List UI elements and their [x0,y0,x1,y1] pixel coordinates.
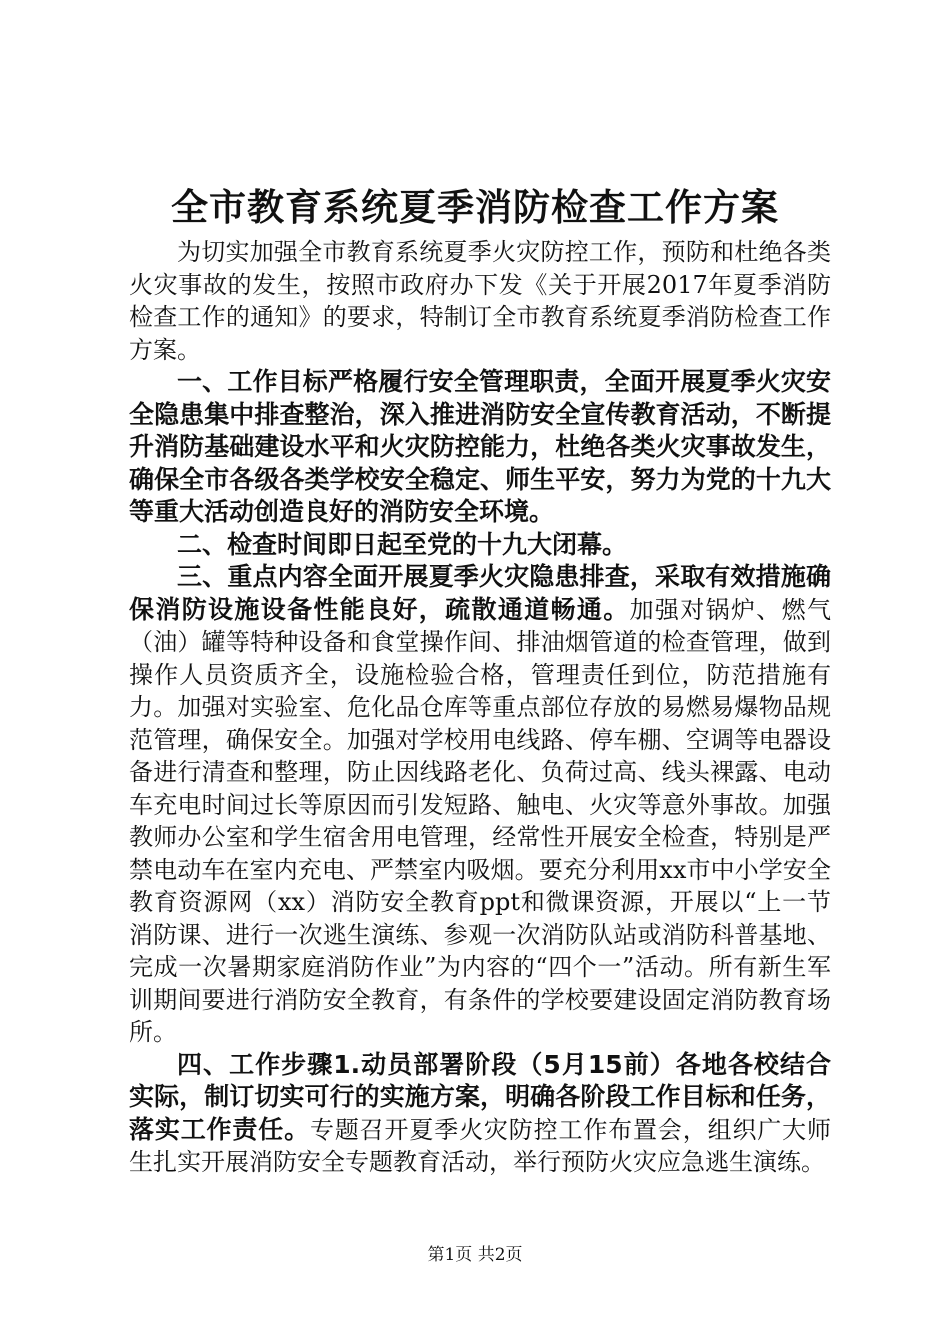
paragraph-section-time [129,529,831,562]
section-goals-heading: 一、工作目标严格履行安全管理职责，全面开展夏季火灾安全隐患集中排查整治，深入推进消防安全宣传教育活动，不断提升消防基础建设水平和火灾防控能力，杜绝各类火灾事故发生，确保全市各级各类学校安全稳定、师生平安，努力为党的十九大等重大活动创造良好的消防安全环境。 [129,367,831,526]
paragraph-section-steps [129,1049,831,1179]
section-steps-text: 专题召开夏季火灾防控工作布置会，组织广大师生扎实开展消防安全专题教育活动，举行预防火灾应急逃生演练。 [129,1115,831,1176]
section-content-heading: 三、重点内容全面开展夏季火灾隐患排查，采取有效措施确保消防设施设备性能良好，疏散通道畅通。 [129,562,831,624]
paragraph-section-goals [129,366,831,529]
section-steps-heading: 四、工作步骤1.动员部署阶段（5月15前）各地各校结合实际，制订切实可行的实施方案，明确各阶段工作目标和任务，落实工作责任。 [129,1049,831,1144]
document-body [129,236,831,1179]
section-time-heading: 二、检查时间即日起至党的十九大闭幕。 [177,529,628,559]
document-title: 全市教育系统夏季消防检查工作方案 [171,186,779,229]
paragraph-intro [129,236,831,366]
paragraph-intro-text: 为切实加强全市教育系统夏季火灾防控工作，预防和杜绝各类火灾事故的发生，按照市政府办下发《关于开展2017年夏季消防检查工作的通知》的要求，特制订全市教育系统夏季消防检查工作方案。 [129,238,831,364]
page-footer: 第1页 共2页 [427,1245,523,1265]
section-content-text: 加强对锅炉、燃气（油）罐等特种设备和食堂操作间、排油烟管道的检查管理，做到操作人员资质齐全，设施检验合格，管理责任到位，防范措施有力。加强对实验室、危化品仓库等重点部位存放的易燃易爆物品规范管理，确保安全。加强对学校用电线路、停车棚、空调等电器设备进行清查和整理，防止因线路老化、负荷过高、线头裸露、电动车充电时间过长等原因而引发短路、触电、火灾等意外事故。加强教师办公室和学生宿舍用电管理，经常性开展安全检查，特别是严禁电动车在室内充电、严禁室内吸烟。要充分利用xx市中小学安全教育资源网（xx）消防安全教育ppt和微课资源，开展以“上一节消防课、进行一次逃生演练、参观一次消防队站或消防科普基地、完成一次暑期家庭消防作业”为内容的“四个一”活动。所有新生军训期间要进行消防安全教育，有条件的学校要建设固定消防教育场所。 [129,595,831,1046]
paragraph-section-content [129,561,831,1049]
